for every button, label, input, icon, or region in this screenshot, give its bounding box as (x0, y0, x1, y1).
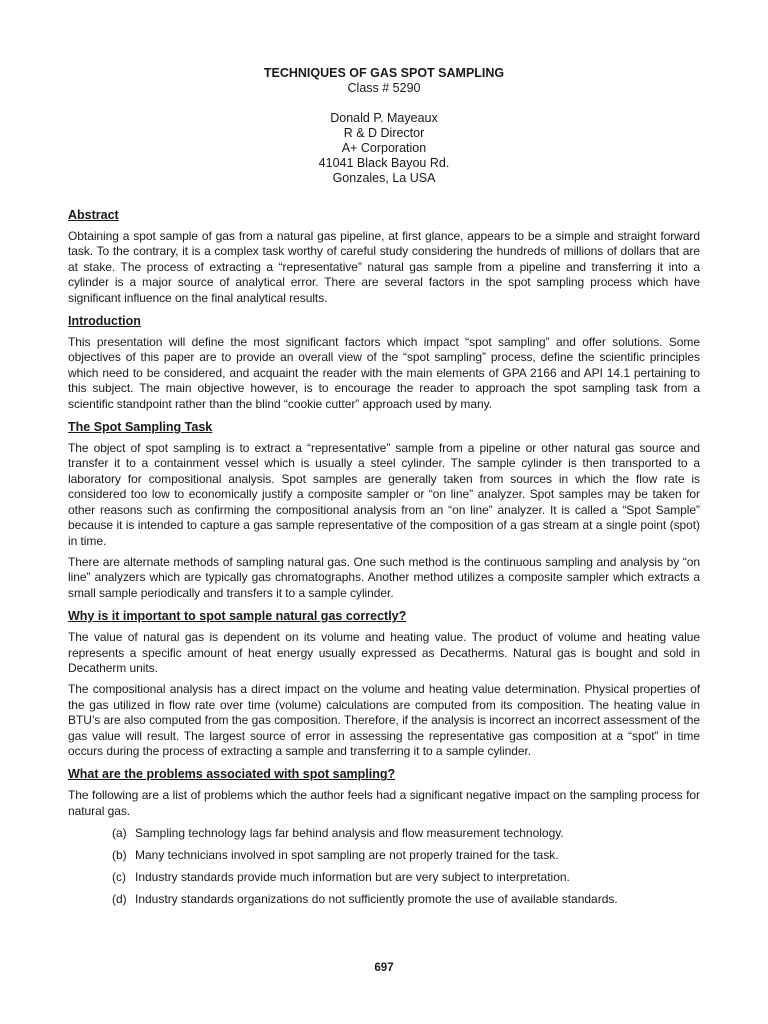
list-item-text: Industry standards organizations do not sufficiently promote the use of available standards. (135, 892, 618, 907)
author-city: Gonzales, La USA (332, 171, 436, 185)
spot-sampling-task-heading: The Spot Sampling Task (68, 420, 213, 435)
class-number: Class # 5290 (347, 81, 421, 95)
introduction-heading: Introduction (68, 314, 141, 329)
paper-title: TECHNIQUES OF GAS SPOT SAMPLING (263, 66, 505, 80)
problems-list (68, 826, 700, 907)
spot-sampling-task-paragraph-1: The object of spot sampling is to extract a “representative” sample from a pipeline or other natural gas source and transfer it to a containment vessel which is usually a steel cylinder. The sample cylinder is then transported to a laboratory for compositional analysis. Spot samples are generally taken from sources in which the flow rate is considered too low to economically justify a composite sampler or “on line” analyzer. Spot samples may be taken for other reasons such as confirming the compositional analysis from an “on line” analyzer. It is called a “Spot Sample” because it is intended to capture a gas sample representative of the composition of a gas stream at a single point (spot) in time. (68, 441, 700, 548)
problems-paragraph: The following are a list of problems which the author feels had a significant negative impact on the sampling process for natural gas. (68, 788, 700, 818)
document-page (68, 66, 700, 907)
list-item (112, 870, 700, 885)
abstract-heading: Abstract (68, 208, 119, 222)
author-address: 41041 Black Bayou Rd. (318, 156, 450, 170)
author-role: R & D Director (343, 126, 425, 140)
list-marker: (a) (112, 826, 127, 841)
page-number: 697 (374, 962, 394, 974)
list-marker: (c) (112, 870, 126, 885)
introduction-paragraph: This presentation will define the most significant factors which impact “spot sampling” and offer solutions. Some objectives of this paper are to provide an overall view of the “spot sampling” process, define the scientific principles which need to be considered, and acquaint the reader with the main elements of GPA 2166 and API 14.1 pertaining to this subject. The main objective however, is to encourage the reader to approach the spot sampling task from a scientific standpoint rather than the blind “cookie cutter” approach used by many. (68, 335, 700, 411)
abstract-paragraph: Obtaining a spot sample of gas from a natural gas pipeline, at first glance, appears to be a simple and straight forward task. To the contrary, it is a complex task worthy of careful study considering the hundreds of millions of dollars that are at stake. The process of extracting a “representative” natural gas sample from a pipeline and transferring it into a cylinder is a major source of analytical error. There are several factors in the spot sampling process which have significant influence on the final analytical results. (68, 229, 700, 305)
list-item-text: Sampling technology lags far behind analysis and flow measurement technology. (135, 826, 564, 841)
author-block (68, 111, 700, 186)
title-block (68, 66, 700, 186)
author-name: Donald P. Mayeaux (330, 111, 438, 125)
list-marker: (d) (112, 892, 127, 907)
list-item-text: Industry standards provide much information but are very subject to interpretation. (135, 870, 570, 885)
list-item (112, 848, 700, 863)
spot-sampling-task-paragraph-2: There are alternate methods of sampling natural gas. One such method is the continuous sampling and analysis by “on line” analyzers which are typically gas chromatographs. Another method utilizes a composite sampler which extracts a small sample periodically and transfers it to a sample cylinder. (68, 554, 700, 600)
list-item-text: Many technicians involved in spot sampling are not properly trained for the task. (135, 848, 559, 863)
why-important-paragraph-2: The compositional analysis has a direct impact on the volume and heating value determination. Physical properties of the gas utilized in flow rate over time (volume) calculations are computed from its composition. The heating value in BTU’s are also computed from the gas composition. Therefore, if the analysis is incorrect an incorrect assessment of the gas value will result. The largest source of error in assessing the representative gas composition at a “spot” in time occurs during the process of extracting a sample and transferring it to a sample cylinder. (68, 682, 700, 758)
problems-heading: What are the problems associated with spot sampling? (68, 767, 396, 782)
why-important-paragraph-1: The value of natural gas is dependent on its volume and heating value. The product of volume and heating value represents a specific amount of heat energy usually expressed as Decatherms. Natural gas is bought and sold in Decatherm units. (68, 630, 700, 675)
list-item (112, 826, 700, 841)
list-marker: (b) (112, 848, 127, 863)
why-important-heading: Why is it important to spot sample natural gas correctly? (68, 609, 407, 624)
author-company: A+ Corporation (341, 141, 427, 155)
list-item (112, 892, 700, 907)
